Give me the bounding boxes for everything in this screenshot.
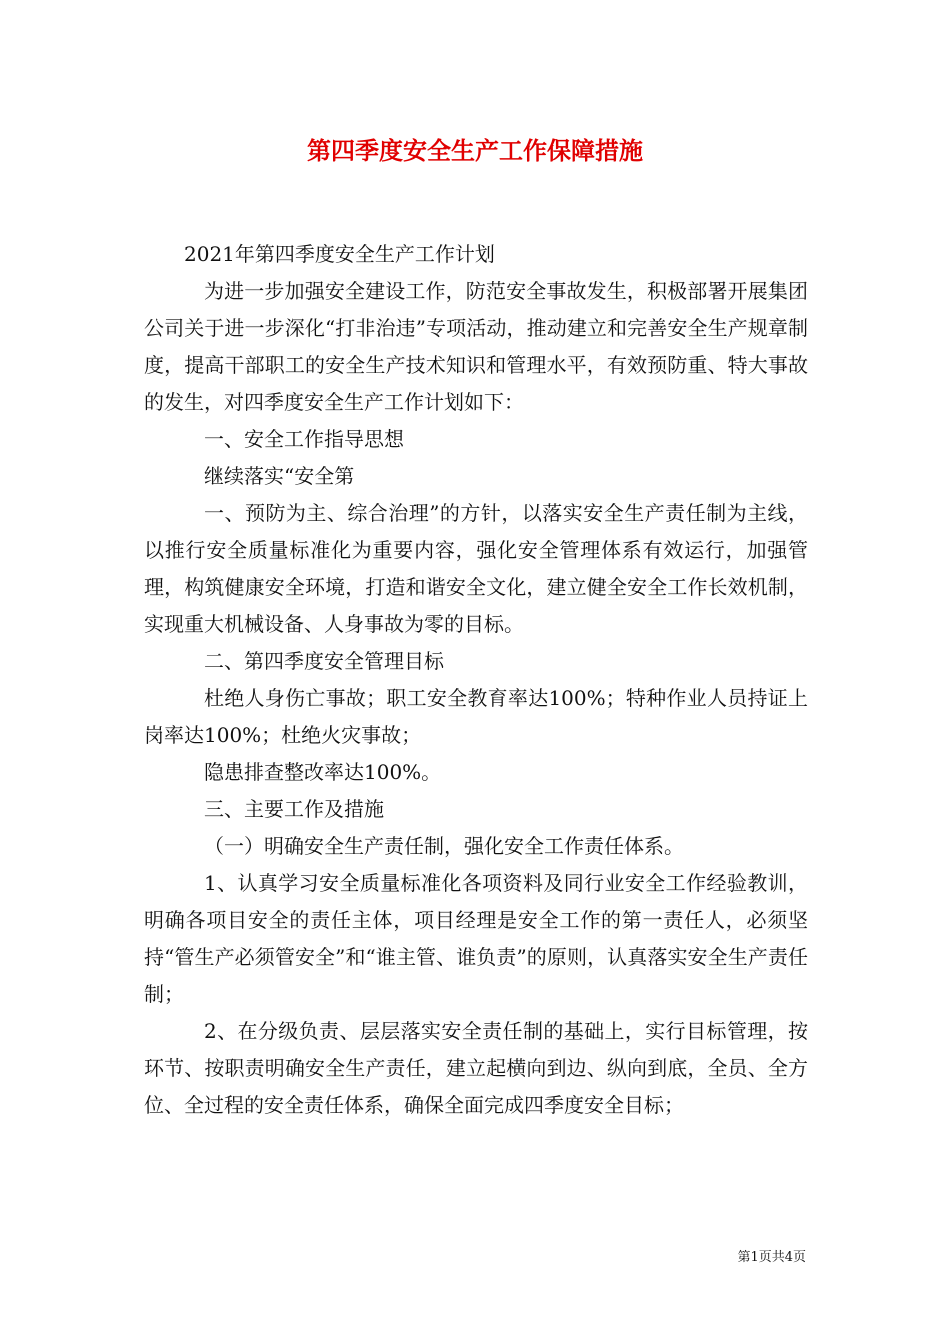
paragraph: 一、安全工作指导思想 bbox=[204, 427, 404, 451]
document-body bbox=[144, 236, 808, 1124]
paragraph: 一、预防为主、综合治理”的方针，以落实安全生产责任制为主线，以推行安全质量标准化为重要内容，强化安全管理体系有效运行，加强管理，构筑健康安全环境，打造和谐安全文化，建立健全安全工作长效机制，实现重大机械设备、人身事故为零的目标。 bbox=[144, 501, 808, 636]
paragraph: 2021年第四季度安全生产工作计划 bbox=[184, 242, 495, 266]
paragraph: 为进一步加强安全建设工作，防范安全事故发生，积极部署开展集团公司关于进一步深化“打非治违”专项活动，推动建立和完善安全生产规章制度，提高干部职工的安全生产技术知识和管理水平，有效预防重、特大事故的发生，对四季度安全生产工作计划如下： bbox=[144, 279, 808, 414]
paragraph: 二、第四季度安全管理目标 bbox=[204, 649, 444, 673]
paragraph: 2、在分级负责、层层落实安全责任制的基础上，实行目标管理，按环节、按职责明确安全生产责任，建立起横向到边、纵向到底，全员、全方位、全过程的安全责任体系，确保全面完成四季度安全目标； bbox=[144, 1019, 808, 1117]
paragraph: 1、认真学习安全质量标准化各项资料及同行业安全工作经验教训，明确各项目安全的责任主体，项目经理是安全工作的第一责任人，必须坚持“管生产必须管安全”和“谁主管、谁负责”的原则，认真落实安全生产责任制； bbox=[144, 871, 808, 1006]
paragraph: 三、主要工作及措施 bbox=[204, 797, 384, 821]
paragraph: （一）明确安全生产责任制，强化安全工作责任体系。 bbox=[204, 834, 684, 858]
document-title: 第四季度安全生产工作保障措施 bbox=[307, 136, 643, 165]
paragraph: 隐患排查整改率达100%。 bbox=[204, 760, 442, 784]
page-number: 第1页共4页 bbox=[737, 1250, 806, 1265]
paragraph: 杜绝人身伤亡事故；职工安全教育率达100%；特种作业人员持证上岗率达100%；杜绝火灾事故； bbox=[144, 686, 808, 747]
paragraph: 继续落实“安全第 bbox=[204, 464, 355, 488]
